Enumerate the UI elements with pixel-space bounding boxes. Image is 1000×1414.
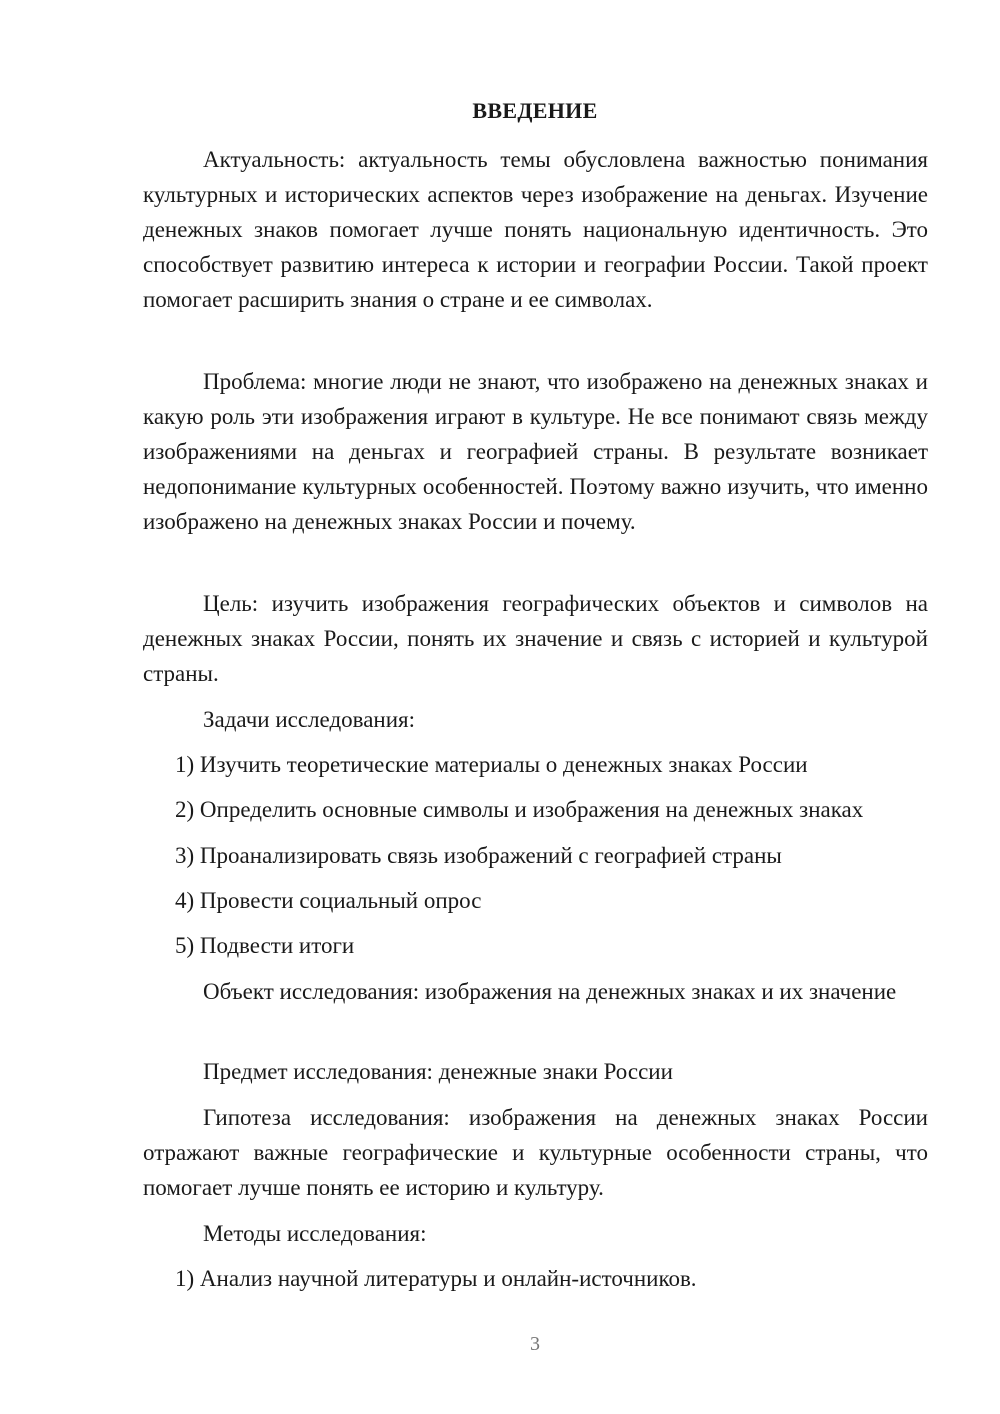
task-item: 1) Изучить теоретические материалы о денежных знаках России <box>175 752 808 777</box>
task-item: 4) Провести социальный опрос <box>175 888 482 913</box>
task-item: 2) Определить основные символы и изображения на денежных знаках <box>175 797 864 822</box>
problem-paragraph: Проблема: многие люди не знают, что изображено на денежных знаках и какую роль эти изображения играют в культуре. Не все понимают связь между изображениями на деньгах и географией страны. В результате возникает недопонимание культурных особенностей. Поэтому важно изучить, что именно изображено на денежных знаках России и почему. <box>143 369 928 534</box>
object-paragraph: Объект исследования: изображения на денежных знаках и их значение <box>203 979 897 1004</box>
methods-heading: Методы исследования: <box>203 1221 427 1246</box>
method-item: 1) Анализ научной литературы и онлайн-источников. <box>175 1266 697 1291</box>
hypothesis-paragraph: Гипотеза исследования: изображения на денежных знаках России отражают важные географические и культурные особенности страны, что помогает лучше понять ее историю и культуру. <box>143 1105 928 1200</box>
page-number: 3 <box>530 1333 540 1355</box>
section-title: ВВЕДЕНИЕ <box>472 98 598 123</box>
task-item: 3) Проанализировать связь изображений с географией страны <box>175 843 782 868</box>
relevance-paragraph: Актуальность: актуальность темы обусловлена важностью понимания культурных и исторических аспектов через изображение на деньгах. Изучение денежных знаков помогает лучше понять национальную идентичность. Это способствует развитию интереса к истории и географии России. Такой проект помогает расширить знания о стране и ее символах. <box>143 147 928 312</box>
task-item: 5) Подвести итоги <box>175 933 355 958</box>
subject-paragraph: Предмет исследования: денежные знаки России <box>203 1059 673 1084</box>
tasks-heading: Задачи исследования: <box>203 707 416 732</box>
goal-paragraph: Цель: изучить изображения географических объектов и символов на денежных знаках России, понять их значение и связь с историей и культурой страны. <box>143 591 928 686</box>
